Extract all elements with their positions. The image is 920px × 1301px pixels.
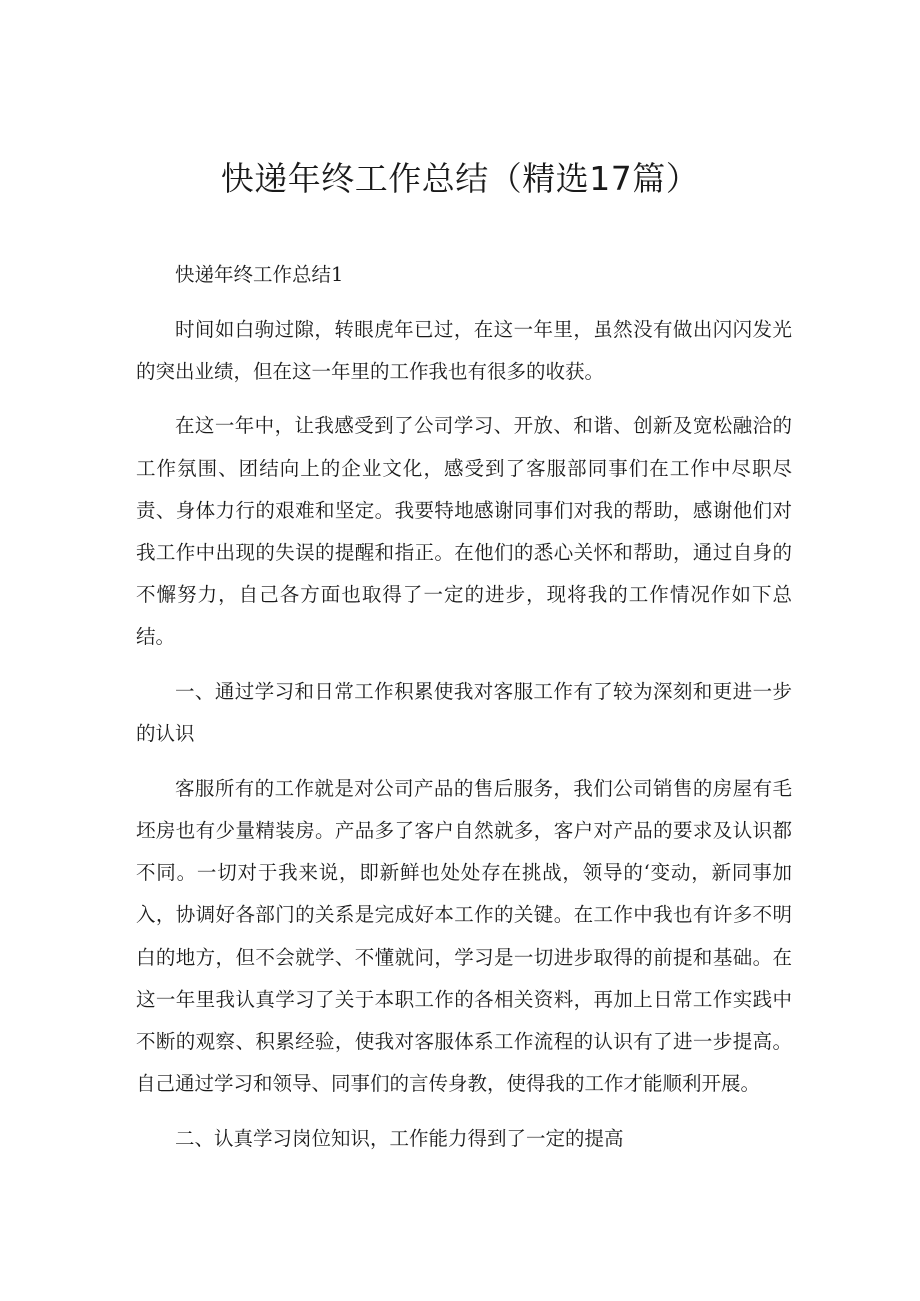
document-title: 快递年终工作总结（精选17篇） xyxy=(220,159,700,198)
body-paragraph: 客服所有的工作就是对公司产品的售后服务，我们公司销售的房屋有毛坯房也有少量精装房。产品多了客户自然就多，客户对产品的要求及认识都不同。一切对于我来说，即新鲜也处处存在挑战，领导的‘变动，新同事加入，协调好各部门的关系是完成好本工作的关键。在工作中我也有许多不明白的地方，但不会就学、不懂就问，学习是一切进步取得的前提和基础。在这一年里我认真学习了关于本职工作的各相关资料，再加上日常工作实践中不断的观察、积累经验，使我对客服体系工作流程的认识有了进一步提高。自己通过学习和领导、同事们的言传身教，使得我的工作才能顺利开展。 xyxy=(136,776,792,1096)
section-heading: 快递年终工作总结1 xyxy=(175,263,344,286)
subsection-heading: 二、认真学习岗位知识，工作能力得到了一定的提高 xyxy=(175,1126,624,1150)
subsection-heading: 一、通过学习和日常工作积累使我对客服工作有了较为深刻和更进一步的认识 xyxy=(136,680,792,746)
body-paragraph: 时间如白驹过隙，转眼虎年已过，在这一年里，虽然没有做出闪闪发光的突出业绩，但在这一年里的工作我也有很多的收获。 xyxy=(136,317,792,383)
body-paragraph: 在这一年中，让我感受到了公司学习、开放、和谐、创新及宽松融洽的工作氛围、团结向上的企业文化，感受到了客服部同事们在工作中尽职尽责、身体力行的艰难和坚定。我要特地感谢同事们对我的帮助，感谢他们对我工作中出现的失误的提醒和指正。在他们的悉心关怀和帮助，通过自身的不懈努力，自己各方面也取得了一定的进步，现将我的工作情况作如下总结。 xyxy=(136,414,792,649)
document-body xyxy=(136,254,792,1172)
